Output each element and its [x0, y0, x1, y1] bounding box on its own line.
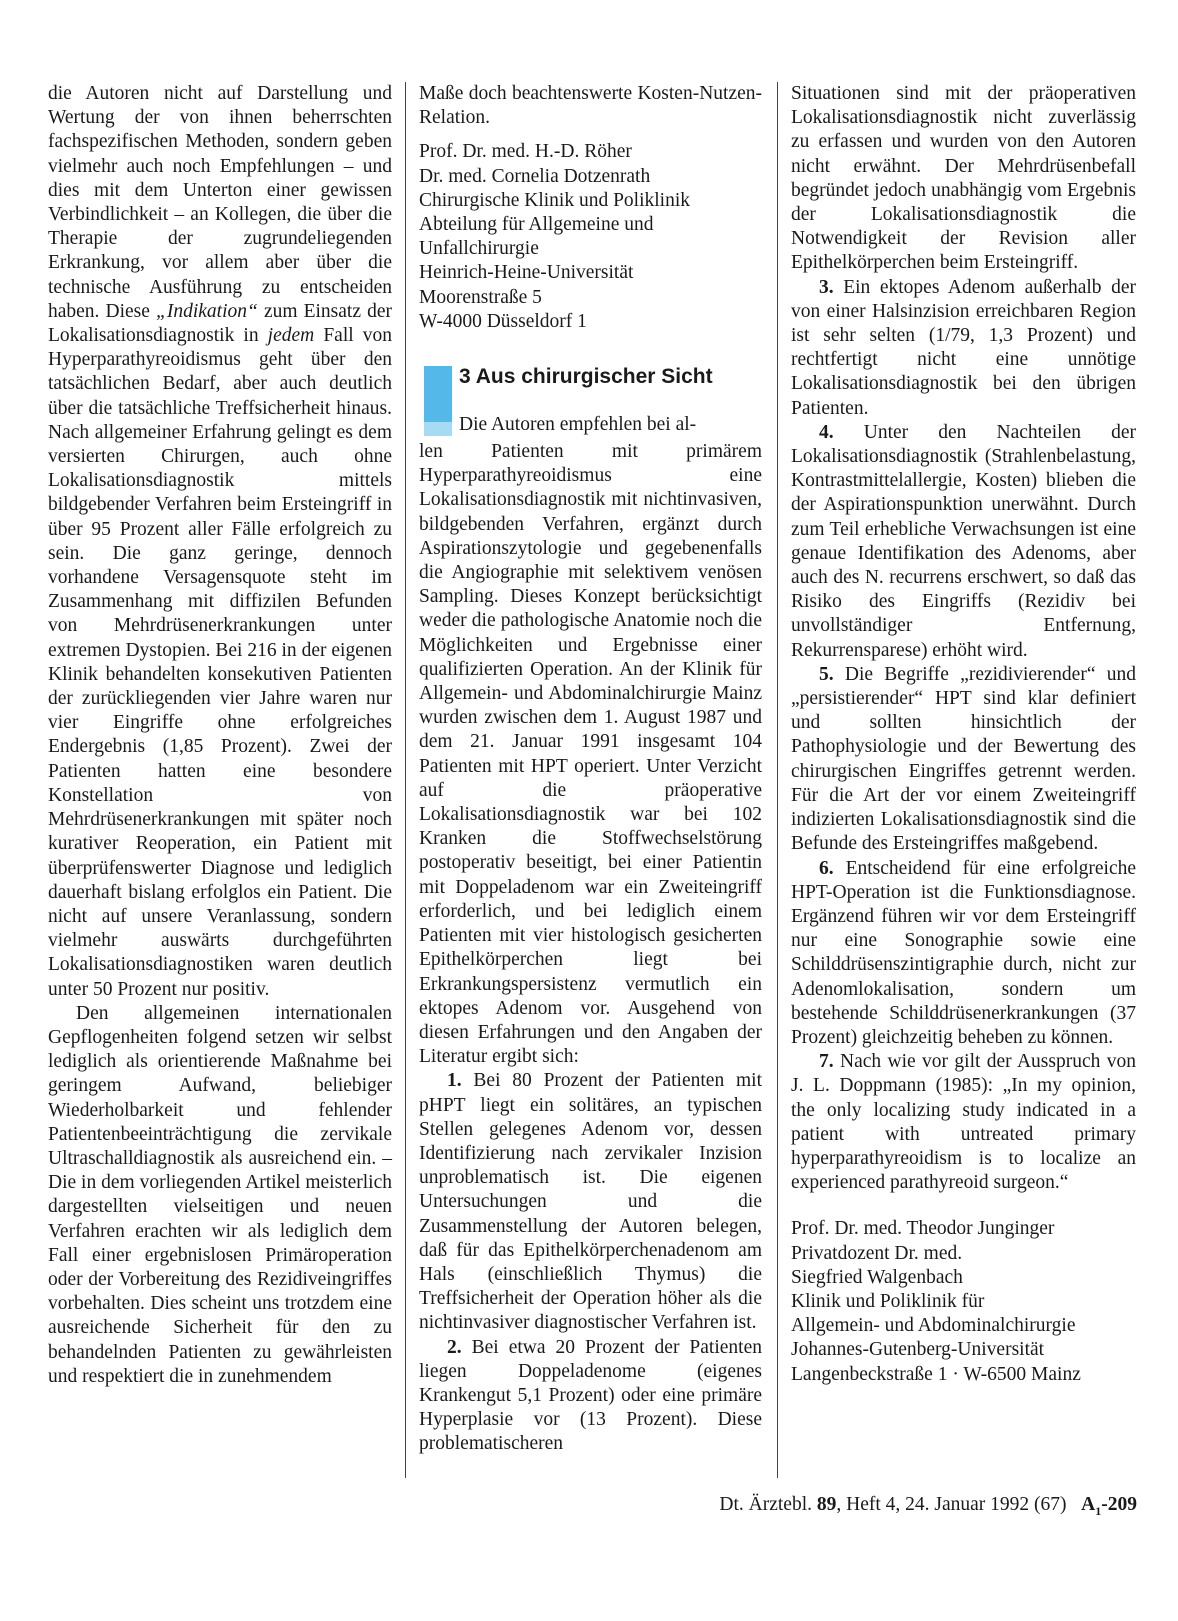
- column-1: [48, 82, 392, 1389]
- author-address-1: Prof. Dr. med. H.-D. Röher Dr. med. Cornelia Dotzenrath Chirurgische Klinik und Poliklinik Abteilung für Allgemeine und Unfallchirurgie Heinrich-Heine-Universität Moorenstraße 5 W-4000 Düsseldorf 1: [419, 141, 691, 332]
- paragraph: 2. Bei etwa 20 Prozent der Patienten liegen Doppeladenome (eigenes Krankengut 5,1 Prozent) oder eine primäre Hyperplasie vor (13 Prozent). Diese problematischeren: [419, 1336, 762, 1455]
- column-rule-left: [405, 82, 406, 1478]
- section-heading: 3 Aus chirurgischer Sicht: [459, 365, 713, 389]
- paragraph: 3. Ein ektopes Adenom außerhalb der von einer Halsinzision erreichbaren Region ist sehr selten (1/79, 1,3 Prozent) und rechtfertigt nicht eine unnötige Lokalisationsdiagnostik bei den übrigen Patienten.: [791, 276, 1136, 419]
- paragraph: Situationen sind mit der präoperativen Lokalisationsdiagnostik nicht zuverlässig zu erfassen und wurden von den Autoren nicht erwähnt. Der Mehrdrüsenbefall begründet jedoch unabhängig vom Ergebnis der Lokalisationsdiagnostik die Notwendigkeit der Revision aller Epithelkörperchen beim Ersteingriff.: [791, 83, 1136, 274]
- paragraph: die Autoren nicht auf Darstellung und Wertung der von ihnen beherrschten fachspezifischen Methoden, sondern geben vielmehr auch noch Empfehlungen – und dies mit dem Unterton einer gewissen Verbindlichkeit – an Kollegen, die über die Therapie der zugrundeliegenden Erkrankung, vor allem aber über die technische Ausführung zu entscheiden haben. Diese „Indikation“ zum Einsatz der Lokalisationsdiagnostik in jedem Fall von Hyperparathyreoidismus geht über den tatsächlichen Bedarf, aber auch deutlich über die tatsächliche Treffsicherheit hinaus. Nach allgemeiner Erfahrung gelingt es dem versierten Chirurgen, auch ohne Lokalisationsdiagnostik mittels bildgebender Verfahren beim Ersteingriff in über 95 Prozent aller Fälle erfolgreich zu sein. Die ganz geringe, dennoch vorhandene Versagensquote steht im Zusammenhang mit diffizilen Befunden von Mehrdrüsenerkrankungen unter extremen Dystopien. Bei 216 in der eigenen Klinik behandelten konsekutiven Patienten der zurückliegenden vier Jahre waren nur vier Eingriffe ohne erfolgreiches Endergebnis (1,85 Prozent). Zwei der Patienten hatten eine besondere Konstellation von Mehrdrüsenerkrankungen mit später noch kurativer Reoperation, ein Patient mit überprüfenswerter Diagnose und lediglich dauerhaft bislang erfolglos ein Patient. Die nicht auf unsere Veranlassung, sondern vielmehr auswärts durchgeführten Lokalisationsdiagnostiken waren deutlich unter 50 Prozent nur positiv.: [48, 83, 392, 1000]
- paragraph: Den allgemeinen internationalen Gepflogenheiten folgend setzen wir selbst lediglich als orientierende Maßnahme bei geringem Aufwand, beliebiger Wiederholbarkeit und fehlender Patientenbeeinträchtigung die zervikale Ultraschalldiagnostik als ausreichend ein. – Die in dem vorliegenden Artikel meisterlich dargestellten vielseitigen und neuen Verfahren erachten wir als lediglich dem Fall einer ergebnislosen Primäroperation oder der Vorbereitung des Rezidiveingriffes vorbehalten. Dies scheint uns trotzdem eine ausreichende Sicherheit für den zu behandelnden Patienten zu gewährleisten und respektiert die in zunehmendem: [48, 1002, 392, 1387]
- page-footer: Dt. Ärztebl. 89, Heft 4, 24. Januar 1992 (67) $A_1-209$: [719, 1494, 1137, 1518]
- column-2: [419, 82, 762, 1457]
- paragraph: 7. Nach wie vor gilt der Ausspruch von J. L. Doppmann (1985): „In my opinion, the only localizing study indicated in a patient with untreated primary hyperparathyreoidism is to localize an experienced parathyreoid surgeon.“: [791, 1051, 1136, 1194]
- paragraph: 1. Bei 80 Prozent der Patienten mit pHPT liegt ein solitäres, an typischen Stellen gelegenes Adenom vor, dessen Identifizierung nach zervikaler Inzision unproblematisch ist. Die eigenen Untersuchungen und die Zusammenstellung der Autoren belegen, daß für das Epithelkörperchenadenom am Hals (einschließlich Thymus) die Treffsicherheit der Operation höher als die nichtinvasiver diagnostischer Verfahren ist.: [419, 1070, 762, 1334]
- paragraph: 5. Die Begriffe „rezidivierender“ und „persistierender“ HPT sind klar definiert und sollten hinsichtlich der Pathophysiologie und der Bewertung des chirurgischen Eingriffes getrennt werden. Für die Art der vor einem Zweiteingriff indizierten Lokalisationsdiagnostik sind die Befunde des Ersteingriffes maßgebend.: [791, 663, 1136, 855]
- column-rule-right: [777, 82, 778, 1478]
- paragraph: 6. Entscheidend für eine erfolgreiche HPT-Operation ist die Funktionsdiagnose. Ergänzend führen wir vor dem Ersteingriff nur eine Sonographie sowie eine Schilddrüsenszintigraphie durch, nicht zur Adenomlokalisation, sondern um bestehende Schilddrüsenerkrankungen (37 Prozent) gleichzeitig beheben zu können.: [791, 857, 1136, 1048]
- section-heading-block: [419, 364, 762, 440]
- column-3: [791, 82, 1136, 1387]
- author-address-2: Prof. Dr. med. Theodor Junginger Privatdozent Dr. med. Siegfried Walgenbach Klinik und Poliklinik für Allgemein- und Abdominalchirurgie Johannes-Gutenberg-Universität Langenbeckstraße 1 · W-6500 Mainz: [791, 1218, 1081, 1385]
- paragraph: len Patienten mit primärem Hyperparathyreoidismus eine Lokalisationsdiagnostik mit nichtinvasiven, bildgebenden Verfahren, ergänzt durch Aspirationszytologie und gegebenenfalls die Angiographie mit selektivem venösen Sampling. Dieses Konzept berücksichtigt weder die pathologische Anatomie noch die Möglichkeiten und Ergebnisse einer qualifizierten Operation. An der Klinik für Allgemein- und Abdominalchirurgie Mainz wurden zwischen dem 1. August 1987 und dem 21. Januar 1991 insgesamt 104 Patienten mit HPT operiert. Unter Verzicht auf die präoperative Lokalisationsdiagnostik war bei 102 Kranken die Stoffwechselstörung postoperativ beseitigt, bei einer Patientin mit Doppeladenom war ein Zweiteingriff erforderlich, und bei lediglich einem Patienten mit vier histologisch gesicherten Epithelkörperchen liegt bei Erkrankungspersistenz vermutlich ein ektopes Adenom vor. Ausgehend von diesen Erfahrungen und den Angaben der Literatur ergibt sich:: [419, 441, 762, 1068]
- paragraph: Maße doch beachtenswerte Kosten-Nutzen-Relation.: [419, 83, 762, 129]
- paragraph: 4. Unter den Nachteilen der Lokalisationsdiagnostik (Strahlenbelastung, Kontrastmittelallergie, Kosten) blieben die der Aspirationspunktion unerwähnt. Durch zum Teil erhebliche Verwachsungen ist eine genaue Identifikation des Adenoms, aber auch des N. recurrens erschwert, so daß das Risiko des Eingriffs (Rezidiv bei unvollständiger Entfernung, Rekurrensparese) erhöht wird.: [791, 421, 1136, 661]
- paragraph-first-line: Die Autoren empfehlen bei al-: [459, 414, 697, 436]
